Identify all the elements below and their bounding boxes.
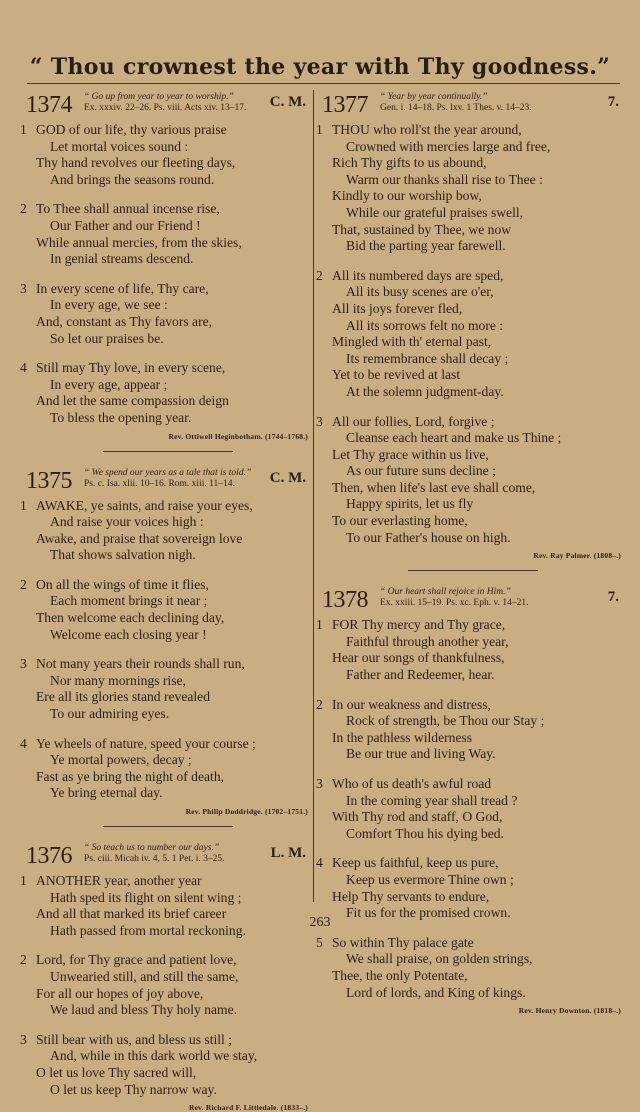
verse-number: 1 <box>316 617 323 633</box>
verse-line: While annual mercies, from the skies, <box>36 234 242 250</box>
scripture-motto: “ We spend our years as a tale that is told.” <box>84 467 252 478</box>
verse-line-text: Who of us death's awful road <box>332 776 492 791</box>
verse-line: Warm our thanks shall rise to Thee : <box>346 171 543 187</box>
hymn <box>316 90 625 561</box>
verse-number: 2 <box>20 952 27 968</box>
scripture-motto: “ Go up from year to year to worship.” <box>84 92 234 102</box>
verse-line-text: Still bear with us, and bless us still ; <box>36 1031 232 1047</box>
verse <box>20 201 312 267</box>
verse-line: All its sorrows felt no more : <box>346 317 504 333</box>
hymn-number: 1376 <box>26 843 72 869</box>
verse-line: We shall praise, on golden strings, <box>346 951 533 967</box>
hymn-meter: 7. <box>607 589 619 606</box>
verse-line: O let us keep Thy narrow way. <box>50 1081 217 1097</box>
hymn-verses <box>316 617 625 1001</box>
verse-line <box>20 656 312 673</box>
verse-line-text: Lord, for Thy grace and patient love, <box>36 952 237 968</box>
verse <box>20 952 312 1018</box>
verse-line-text: All its numbered days are sped, <box>332 267 504 283</box>
verse <box>20 576 312 643</box>
verse-line <box>316 617 625 634</box>
hymn-number: 1378 <box>322 587 368 614</box>
verse <box>20 735 312 802</box>
verse-line <box>316 776 625 793</box>
hymn-author: Rev. Henry Downton. (1818–.) <box>518 1006 621 1016</box>
verse <box>20 280 312 347</box>
verse-line: Bid the parting year farewell. <box>346 238 506 254</box>
verse-line: To our Father's house on high. <box>346 529 511 545</box>
verse-line: Then, when life's last eve shall come, <box>332 479 536 495</box>
hymn-number: 1375 <box>26 467 72 494</box>
verse-line: Ye mortal powers, decay ; <box>50 752 192 768</box>
verse-number: 4 <box>20 360 27 376</box>
verse-line <box>20 576 312 594</box>
verse <box>316 122 625 255</box>
verse-line <box>20 1031 312 1049</box>
verse-line: Mingled with th' eternal past, <box>332 334 492 350</box>
verse-line: As our future suns decline ; <box>346 463 496 479</box>
verse-line: Hath sped its flight on silent wing ; <box>50 889 242 905</box>
verse-line-text: All our follies, Lord, forgive ; <box>332 413 495 429</box>
verse-number: 3 <box>20 656 27 672</box>
verse <box>316 696 625 763</box>
hymn-author: Rev. Ray Palmer. (1808–.) <box>533 551 621 561</box>
verse-line: To bless the opening year. <box>50 409 192 425</box>
hymn-header <box>320 585 625 615</box>
verse-line: Father and Redeemer, hear. <box>346 667 495 683</box>
verse-line-text: Keep us faithful, keep us pure, <box>332 855 499 871</box>
verse-line <box>316 855 625 872</box>
verse-line-text: GOD of our life, thy various praise <box>36 122 227 137</box>
verse <box>20 360 312 426</box>
verse-line: Thy hand revolves our fleeting days, <box>36 155 236 171</box>
verse-line: All its joys forever fled, <box>332 300 463 316</box>
hymn-meter: C. M. <box>269 94 306 110</box>
page-number: 263 <box>309 915 331 930</box>
verse-line: Comfort Thou his dying bed. <box>346 825 504 841</box>
scripture-motto: “ So teach us to number our days.” <box>84 843 220 853</box>
verse-line-text: ANOTHER year, another year <box>36 873 202 888</box>
verse-line: Fast as ye bring the night of death, <box>36 768 225 784</box>
verse-number: 4 <box>316 855 323 871</box>
verse-line: We laud and bless Thy holy name. <box>50 1002 238 1018</box>
verse-line: In the coming year shall tread ? <box>346 792 518 808</box>
scripture-references: Ps. c. Isa. xlii. 10–16. Rom. xiii. 11–14. <box>84 478 235 489</box>
verse <box>316 413 625 547</box>
hymn <box>316 585 625 1016</box>
verse-line: Crowned with mercies large and free, <box>346 138 551 154</box>
hymn-number: 1377 <box>322 92 368 118</box>
verse-line: Keep us evermore Thine own ; <box>346 871 514 887</box>
verse-line <box>20 735 312 753</box>
verse-line <box>316 413 625 431</box>
verse <box>20 1031 312 1098</box>
verse-line <box>316 122 625 139</box>
right-column <box>316 90 625 1016</box>
verse-line-text: THOU who roll'st the year around, <box>332 122 522 137</box>
hymn-header <box>24 466 312 496</box>
verse-line: To our admiring eyes. <box>50 706 170 722</box>
verse-line: Hear our songs of thankfulness, <box>332 650 505 666</box>
verse <box>316 934 625 1001</box>
verse-line: Rock of strength, be Thou our Stay ; <box>346 713 545 729</box>
hymn <box>20 841 312 1112</box>
hymn-meter: L. M. <box>270 845 306 861</box>
verse-number: 3 <box>20 1031 27 1047</box>
verse-line: And brings the seasons round. <box>50 171 215 187</box>
verse-line: In every age, we see : <box>50 297 168 313</box>
verse-line: At the solemn judgment-day. <box>346 383 504 399</box>
verse-line: That, sustained by Thee, we now <box>332 221 512 237</box>
page-title: “ Thou crownest the year with Thy goodness.” <box>29 54 611 80</box>
verse-line: Unwearied still, and still the same, <box>50 968 239 984</box>
hymn-verses <box>316 122 625 546</box>
verse-line: Happy spirits, let us fly <box>346 496 474 512</box>
verse-line <box>316 267 625 285</box>
verse-line-text: On all the wings of time it flies, <box>36 576 209 592</box>
verse-line: For all our hopes of joy above, <box>36 985 204 1001</box>
verse-line: Awake, and praise that sovereign love <box>36 530 243 546</box>
verse-line: O let us love Thy sacred will, <box>36 1064 197 1080</box>
verse-line: Welcome each closing year ! <box>50 626 207 642</box>
verse-line-text: Not many years their rounds shall run, <box>36 656 245 672</box>
hymn-verses <box>20 122 312 427</box>
hymn-meter: C. M. <box>269 469 306 486</box>
verse-line: And let the same compassion deign <box>36 393 229 409</box>
verse-line-text: In our weakness and distress, <box>332 696 491 712</box>
verse-line: That shows salvation nigh. <box>50 547 196 563</box>
verse <box>20 122 312 188</box>
verse-line: And raise your voices high : <box>50 514 204 530</box>
hymn <box>20 90 312 441</box>
verse-line <box>20 873 312 890</box>
hymn-separator <box>103 451 233 452</box>
hymn-author: Rev. Richard F. Littledale. (1833–.) <box>189 1103 308 1112</box>
verse-line <box>20 360 312 377</box>
verse-line-text: Ye wheels of nature, speed your course ; <box>36 735 256 751</box>
verse-line: Cleanse each heart and make us Thine ; <box>346 430 562 446</box>
scripture-references: Ps. ciii. Micah iv. 4, 5. 1 Pet. i. 3–25. <box>84 854 225 864</box>
hymn-header <box>24 841 312 871</box>
verse-line: In genial streams descend. <box>50 251 194 267</box>
hymn-header <box>24 90 312 120</box>
verse-line: Lord of lords, and King of kings. <box>346 984 526 1000</box>
verse-line: Let mortal voices sound : <box>50 138 189 154</box>
hymn <box>20 466 312 817</box>
verse-line: Thee, the only Potentate, <box>332 967 468 983</box>
verse-line: Its remembrance shall decay ; <box>346 350 509 366</box>
verse-line <box>316 696 625 714</box>
column-divider <box>313 90 314 902</box>
verse <box>316 267 625 401</box>
verse-line: To our everlasting home, <box>332 513 468 529</box>
verse-line: Our Father and our Friend ! <box>50 217 201 233</box>
verse-number: 3 <box>20 280 27 296</box>
title-rule <box>27 83 620 84</box>
verse-number: 3 <box>316 413 323 429</box>
verse-number: 4 <box>20 735 27 751</box>
verse-number: 2 <box>20 576 27 592</box>
verse-line: Then welcome each declining day, <box>36 610 225 626</box>
verse-line: Let Thy grace within us live, <box>332 446 489 462</box>
verse-line: And, constant as Thy favors are, <box>36 313 213 329</box>
verse <box>20 656 312 722</box>
verse-line: Yet to be revived at last <box>332 367 461 383</box>
verse <box>316 855 625 921</box>
verse-line-text: FOR Thy mercy and Thy grace, <box>332 617 506 633</box>
verse-line: In every age, appear ; <box>50 376 168 392</box>
verse-line <box>20 952 312 969</box>
hymn-meter: 7. <box>607 94 619 110</box>
verse-line: Be our true and living Way. <box>346 746 496 762</box>
left-column <box>20 90 312 1112</box>
verse-number: 2 <box>316 696 323 712</box>
verse-line: Faithful through another year, <box>346 633 509 649</box>
verse-line: Fit us for the promised crown. <box>346 905 511 921</box>
verse-line: And, while in this dark world we stay, <box>50 1048 258 1064</box>
verse-number: 5 <box>316 934 323 950</box>
verse-number: 1 <box>20 122 27 137</box>
verse-line: In the pathless wilderness <box>332 729 473 745</box>
verse-line: Rich Thy gifts to us abound, <box>332 155 487 171</box>
verse-number: 1 <box>20 873 27 888</box>
verse-line-text: To Thee shall annual incense rise, <box>36 201 220 217</box>
hymn-verses <box>20 497 312 803</box>
verse-line: Kindly to our worship bow, <box>332 188 482 204</box>
verse <box>20 497 312 564</box>
verse <box>316 776 625 842</box>
verse-number: 2 <box>316 267 323 283</box>
scripture-motto: “ Our heart shall rejoice in Him.” <box>380 587 511 598</box>
hymn-header <box>320 90 625 120</box>
verse-line <box>316 934 625 952</box>
verse-line: And all that marked its brief career <box>36 906 227 922</box>
verse-line-text: AWAKE, ye saints, and raise your eyes, <box>36 497 253 513</box>
verse-number: 2 <box>20 201 27 217</box>
verse-line: Each moment brings it near ; <box>50 593 208 609</box>
verse-line <box>20 122 312 139</box>
scripture-motto: “ Year by year continually.” <box>380 92 488 102</box>
verse-line: So let our praises be. <box>50 330 164 346</box>
verse-number: 1 <box>20 497 27 513</box>
hymn-author: Rev. Philip Doddridge. (1702–1751.) <box>185 807 308 816</box>
verse-line-text: So within Thy palace gate <box>332 934 474 950</box>
hymn-verses <box>20 873 312 1098</box>
verse-line <box>20 201 312 218</box>
verse-line <box>20 497 312 515</box>
scripture-references: Ex. xxxiv. 22–26. Ps. viii. Acts xiv. 13–17. <box>84 103 247 113</box>
verse <box>316 617 625 683</box>
hymn-number: 1374 <box>26 92 72 118</box>
verse-line: Ere all its glories stand revealed <box>36 689 211 705</box>
verse-line <box>20 280 312 298</box>
verse-line: Ye bring eternal day. <box>50 785 163 801</box>
scripture-references: Gen. i. 14–18. Ps. lxv. 1 Thes. v. 14–23. <box>380 103 532 113</box>
verse-line: While our grateful praises swell, <box>346 204 524 220</box>
verse-line: Help Thy servants to endure, <box>332 888 490 904</box>
hymn-author: Rev. Ottiwell Heginbotham. (1744–1768.) <box>168 431 308 441</box>
verse-line: Hath passed from mortal reckoning. <box>50 922 246 938</box>
verse-line: Nor many mornings rise, <box>50 672 186 688</box>
verse-number: 1 <box>316 122 323 137</box>
verse-number: 3 <box>316 776 323 791</box>
verse-line-text: Still may Thy love, in every scene, <box>36 360 226 376</box>
hymn-separator <box>408 570 538 571</box>
verse-line: All its busy scenes are o'er, <box>346 284 494 300</box>
hymn-separator <box>103 826 233 827</box>
scripture-references: Ex. xxiii. 15–19. Ps. xc. Eph. v. 14–21. <box>380 598 529 609</box>
verse-line: With Thy rod and staff, O God, <box>332 809 503 825</box>
verse-line-text: In every scene of life, Thy care, <box>36 280 209 296</box>
